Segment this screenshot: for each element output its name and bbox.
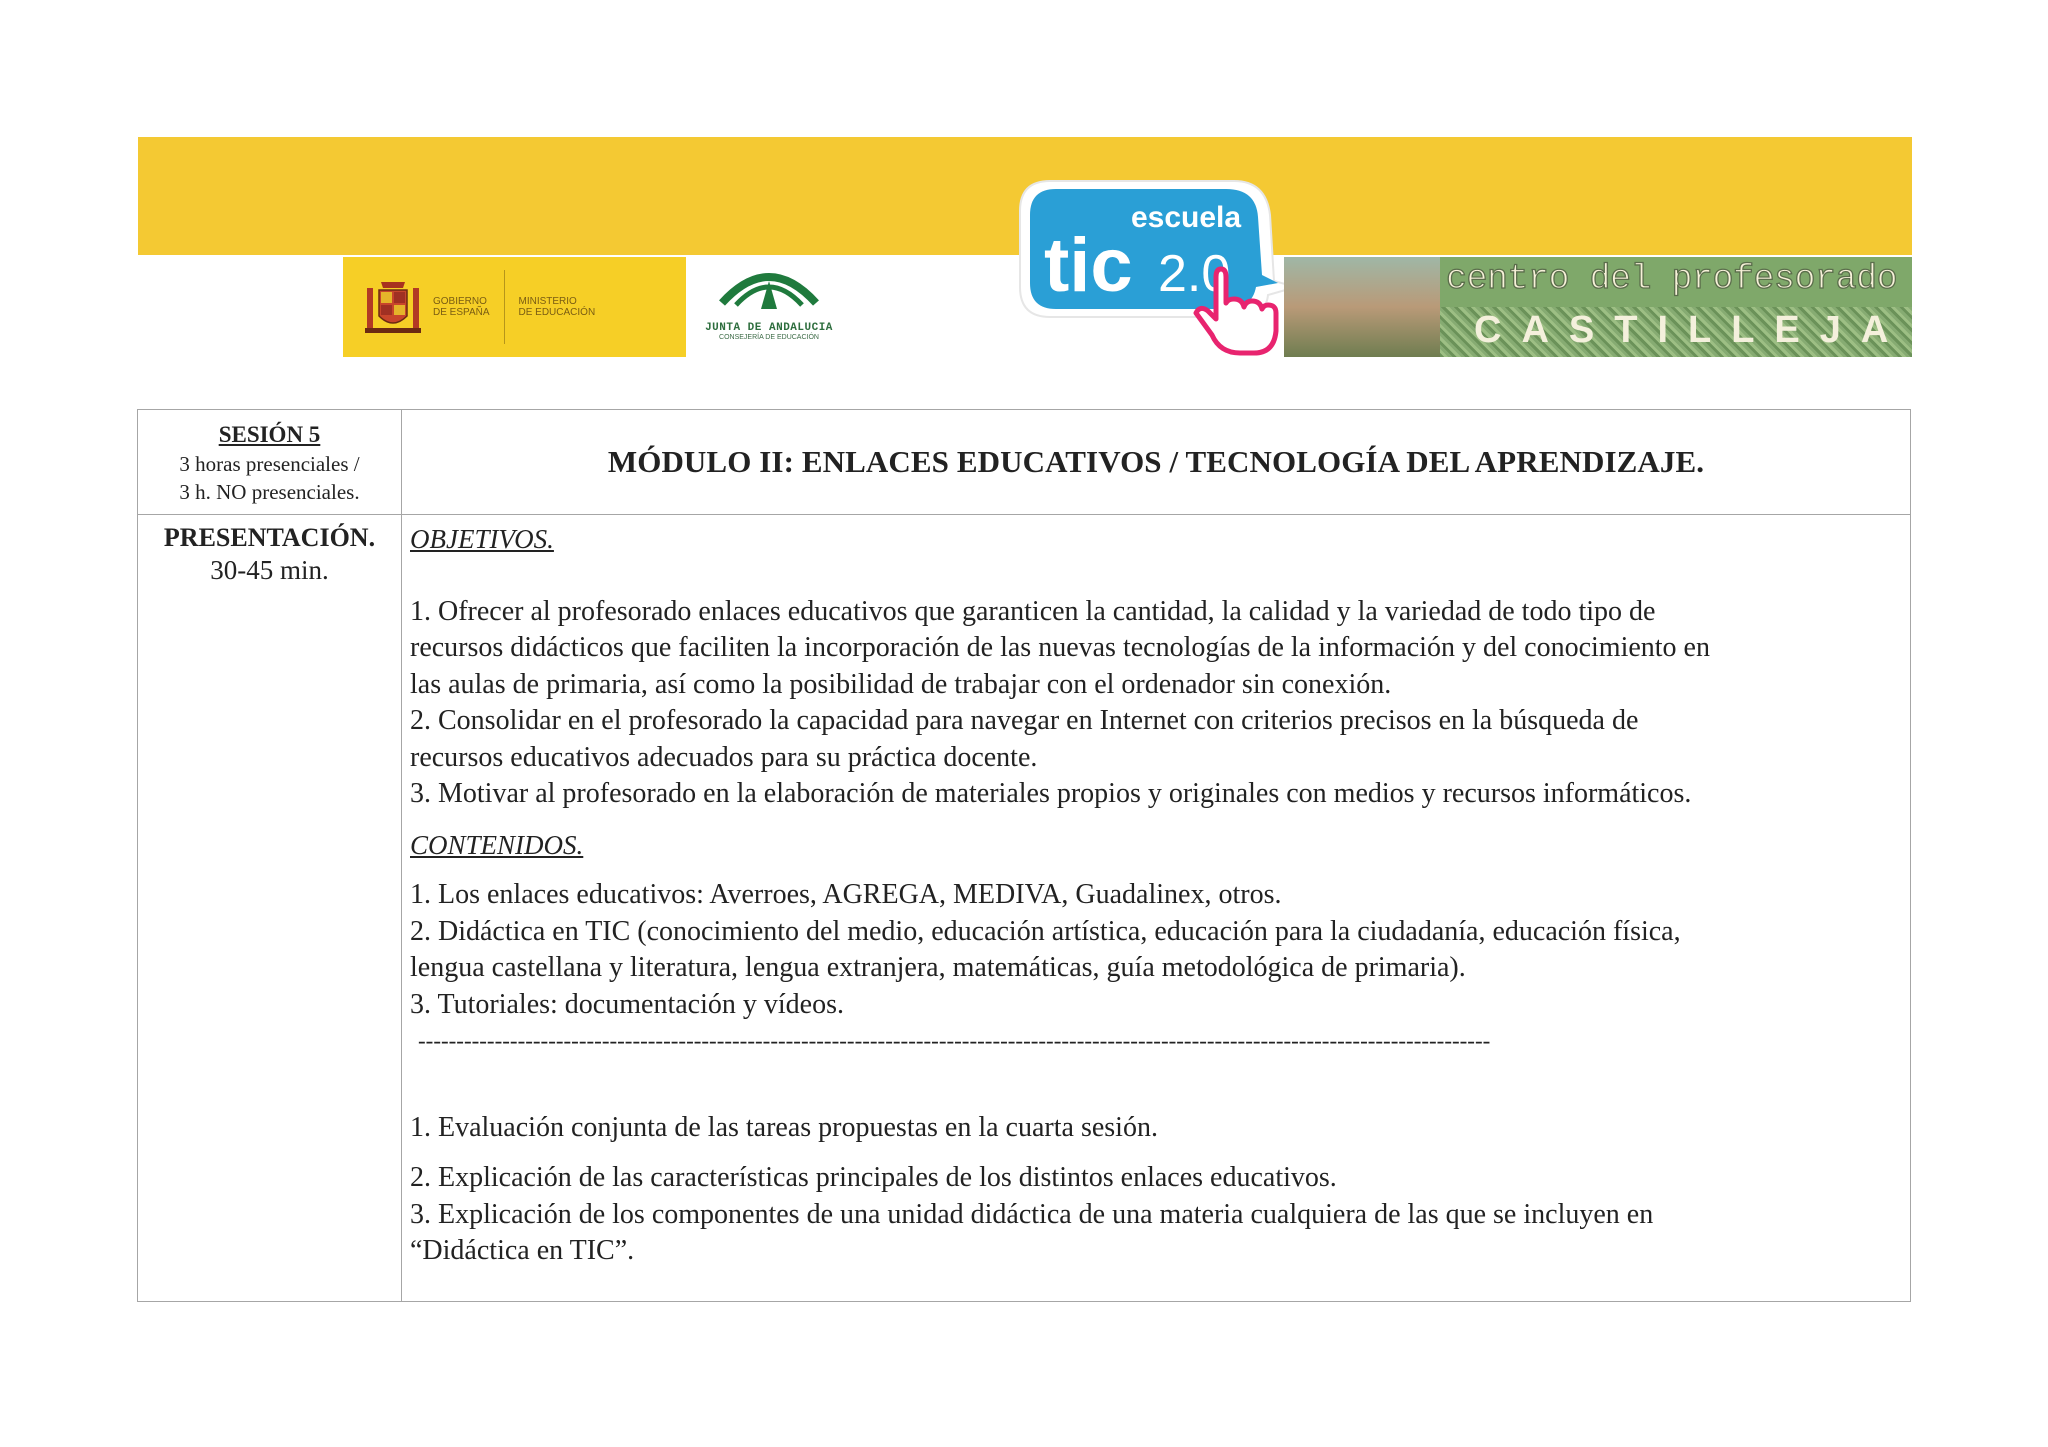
session-hours-line1: 3 horas presenciales /: [179, 452, 360, 476]
session-cell: [138, 410, 402, 515]
contenidos-line: 2. Didáctica en TIC (conocimiento del medio, educación artística, educación para la ciudadanía, educación física,: [410, 915, 1681, 947]
junta-arch-icon: [714, 255, 824, 317]
junta-sub: CONSEJERÍA DE EDUCACIÓN: [719, 334, 819, 341]
dashed-separator: --------------------------------------------------------------------------------------------------------------------------------------------: [418, 1028, 1491, 1053]
objetivos-line: las aulas de primaria, así como la posibilidad de trabajar con el ordenador sin conexión.: [410, 668, 1392, 700]
tic-escuela-text: escuela: [1130, 201, 1242, 234]
ministerio-line1: MINISTERIO: [518, 296, 577, 307]
session-title: SESIÓN 5: [218, 422, 321, 447]
cep-subtitle: CASTILLEJA: [1474, 309, 1909, 351]
gobierno-line2: DE ESPAÑA: [433, 307, 490, 318]
centro-profesorado-logo: [1284, 257, 1912, 357]
contenidos-line: 3. Tutoriales: documentación y vídeos.: [410, 988, 844, 1020]
contenidos-heading: CONTENIDOS.: [410, 829, 584, 860]
ministerio-line2: DE EDUCACIÓN: [518, 307, 596, 318]
header-banner: [138, 137, 1912, 359]
gobierno-espana-logo: [343, 257, 686, 357]
actividades-line: “Didáctica en TIC”.: [410, 1235, 635, 1266]
objetivos-line: recursos educativos adecuados para su práctica docente.: [410, 741, 1038, 773]
cep-title: centro del profesorado: [1446, 259, 1898, 299]
objetivos-heading: OBJETIVOS.: [410, 524, 554, 554]
actividades-line: 1. Evaluación conjunta de las tareas propuestas en la cuarta sesión.: [410, 1111, 1158, 1143]
presentation-cell: [138, 515, 402, 1302]
objetivos-line: recursos didácticos que faciliten la incorporación de las nuevas tecnologías de la información y del conocimiento en: [410, 632, 1710, 663]
presentation-title: PRESENTACIÓN.: [163, 523, 376, 552]
session-hours-line2: 3 h. NO presenciales.: [179, 480, 360, 504]
session-table: [137, 409, 1911, 1302]
module-cell: [402, 410, 1911, 515]
objetivos-line: 1. Ofrecer al profesorado enlaces educativos que garanticen la cantidad, la calidad y la variedad de todo tipo de: [410, 595, 1656, 627]
body-row: [138, 515, 1911, 1302]
content-cell: [402, 515, 1911, 1302]
coat-of-arms-icon: [361, 274, 425, 340]
logo-divider: [504, 270, 505, 344]
school-building-photo: [1284, 257, 1440, 357]
header-row: [138, 410, 1911, 515]
tic-version-text: 2.0: [1158, 245, 1231, 303]
junta-name: JUNTA DE ANDALUCIA: [705, 322, 833, 334]
objetivos-line: 2. Consolidar en el profesorado la capacidad para navegar en Internet con criterios precisos en la búsqueda de: [410, 705, 1639, 736]
junta-andalucia-logo: [704, 255, 834, 359]
contenidos-line: 1. Los enlaces educativos: Averroes, AGREGA, MEDIVA, Guadalinex, otros.: [410, 879, 1282, 910]
presentation-time: 30-45 min.: [210, 555, 329, 585]
objetivos-line: 3. Motivar al profesorado en la elaboración de materiales propios y originales con medios y recursos informáticos.: [410, 778, 1692, 809]
contenidos-line: lengua castellana y literatura, lengua extranjera, matemáticas, guía metodológica de primaria).: [410, 952, 1466, 983]
gobierno-line1: GOBIERNO: [433, 296, 487, 307]
actividades-line: 3. Explicación de los componentes de una unidad didáctica de una materia cualquiera de las que se incluyen en: [410, 1198, 1654, 1230]
actividades-line: 2. Explicación de las características principales de los distintos enlaces educativos.: [410, 1162, 1337, 1193]
tic-main-text: tic: [1044, 223, 1133, 308]
module-title: MÓDULO II: ENLACES EDUCATIVOS / TECNOLOGÍA DEL APRENDIZAJE.: [607, 444, 1705, 479]
